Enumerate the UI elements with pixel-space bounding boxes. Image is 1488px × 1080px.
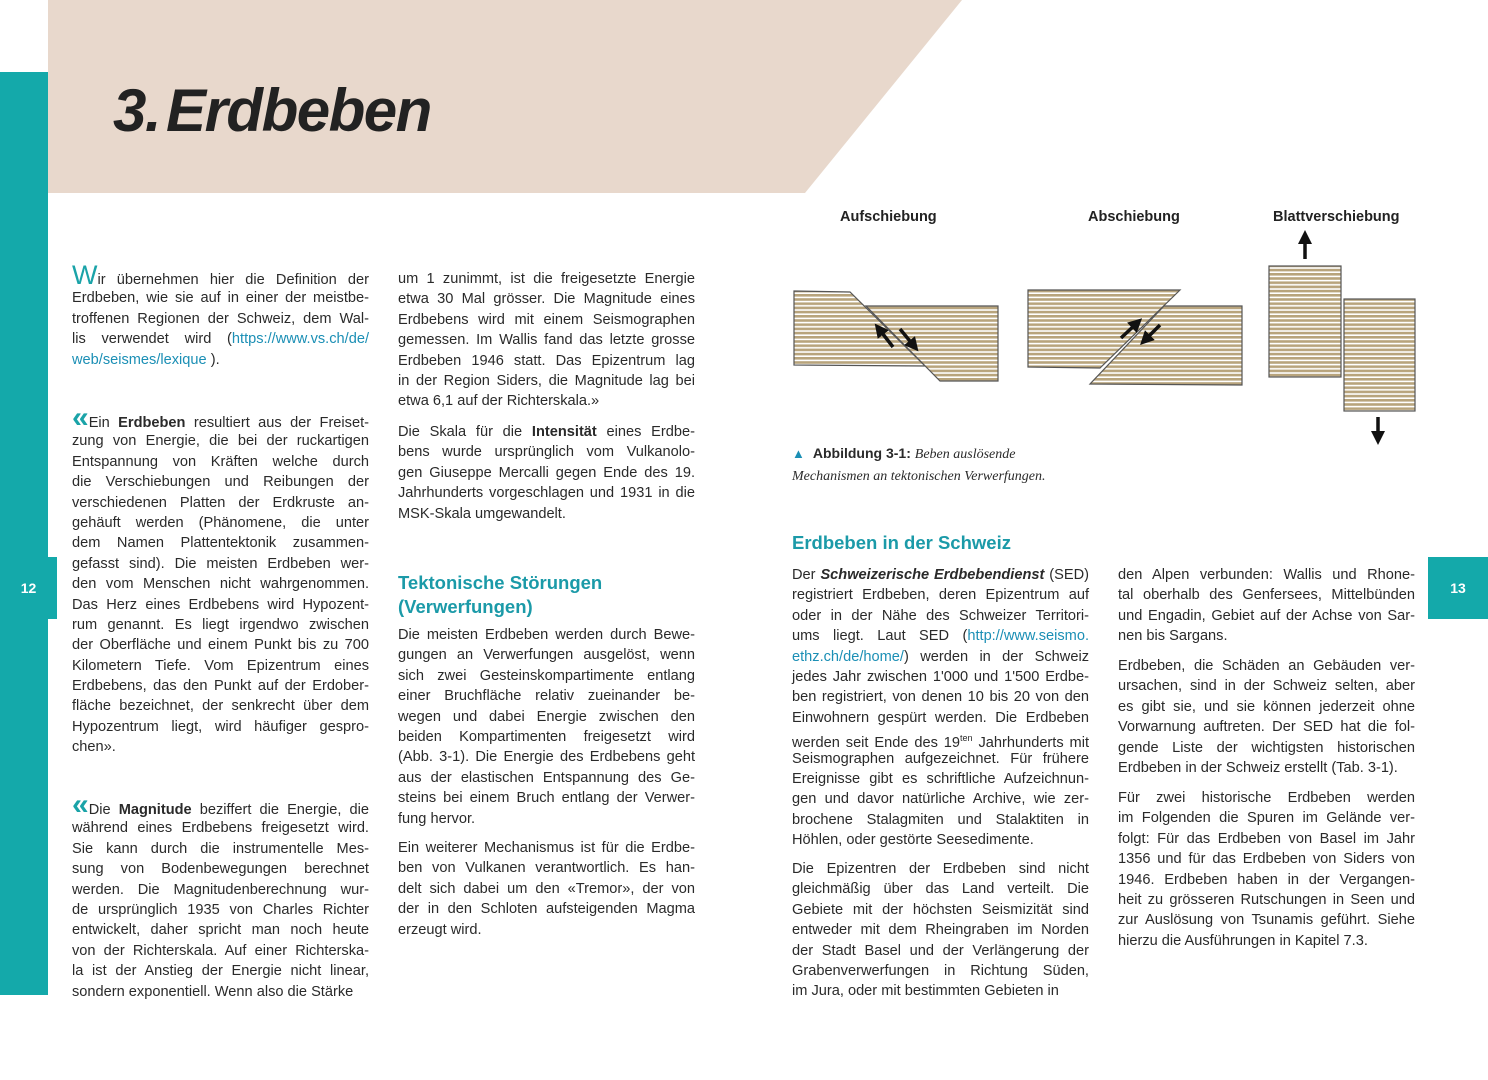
paragraph: [1118, 565, 1415, 647]
text-segment: Die: [88, 802, 119, 818]
text-line: erzeugt wird.: [398, 921, 482, 938]
drop-cap: W: [72, 260, 98, 290]
text-line: in der Region Siders, die Magnitude lag bei: [398, 372, 695, 389]
text-segment: werden seit Ende des 19: [792, 735, 961, 752]
text-segment: ir übernehmen hier die Definition der: [97, 272, 369, 288]
paragraph: [1118, 656, 1415, 778]
text-segment: Die Skala für die: [398, 424, 532, 440]
text-line: die Verschiebungen und Reibungen der: [72, 474, 369, 491]
fault-mechanisms-figure: [0, 0, 1488, 460]
text-line: Höhlen, oder gestörte Seesedimente.: [792, 832, 1034, 849]
text-line: gleichmäßig über das Land verteilt. Die: [792, 881, 1089, 898]
text-line: Vorwarnung auftreten. Der SED hat die fol-: [1118, 719, 1415, 736]
section-heading-tectonic: [398, 571, 602, 619]
text-line: fung hervor.: [398, 810, 476, 827]
text-segment: Jahrhunderts mit: [972, 735, 1090, 752]
text-line: MSK-Skala umgewandelt.: [398, 505, 566, 522]
heading-line: (Verwerfungen): [398, 596, 533, 617]
text-line: oder in der Nähe des Schweizer Territori-: [792, 607, 1089, 624]
triangle-icon: ▲: [792, 446, 805, 461]
quote-mark-icon: «: [72, 788, 86, 821]
section-heading-switzerland: Erdbeben in der Schweiz: [792, 532, 1011, 553]
text-line: es gibt sie, und sie können jederzeit ohne: [1118, 698, 1415, 715]
text-line: gehäuft werden (Phänomene, die unter: [72, 514, 369, 531]
chapter-title-text: Erdbeben: [166, 77, 431, 144]
link[interactable]: https://www.vs.ch/de/: [231, 331, 369, 348]
text-line: chen».: [72, 739, 116, 756]
text-line: (Abb. 3-1). Die Energie des Erdbebens geht: [398, 749, 695, 766]
heading-line: Tektonische Störungen: [398, 572, 603, 593]
text-line: gungen an Verwerfungen ausgelöst, wenn: [398, 647, 695, 664]
link[interactable]: http://www.seismo.: [967, 628, 1089, 645]
text-line: im Jura, oder mit bestimmten Gebieten in: [792, 983, 1059, 1000]
text-line: [792, 728, 1090, 752]
text-line: tal oberhalb des Genfersees, Mittelbünden: [1118, 587, 1415, 604]
text-line: Erdbeben 1946 statt. Das Epizentrum lag: [398, 352, 695, 369]
strike-slip-block-right: [1344, 299, 1415, 411]
caption-text: Beben auslösende: [914, 447, 1016, 462]
paragraph: [1118, 788, 1415, 951]
text-line: im Folgenden die Spuren im Gelände ver-: [1118, 810, 1415, 827]
text-line: delt sich dabei um den «Tremor», der von: [398, 880, 695, 897]
text-line: während eines Erdbebens freigesetzt wird.: [72, 820, 369, 837]
strike-slip-block-left: [1269, 266, 1341, 377]
bold-term: Intensität: [531, 424, 597, 440]
text-line: Ereignisse gibt es schriftliche Aufzeichnun-: [792, 770, 1089, 787]
figure-label-abschiebung: Abschiebung: [1088, 209, 1180, 225]
text-line: 1946. Erdbeben haben in der Vergangen-: [1118, 871, 1415, 888]
text-line: von der Richterskala. Auf einer Richterska-: [72, 942, 369, 959]
text-line: 1356 und für das Erdbeben von Siders von: [1118, 851, 1415, 868]
text-line: entweder mit dem Rheingraben im Norden: [792, 922, 1089, 939]
text-line: zur Auslösung von Tsunamis geführt. Siehe: [1118, 912, 1415, 929]
text-line: fläche bezeichnet, der senkrecht über dem: [72, 698, 369, 715]
superscript: ten: [960, 733, 973, 744]
text-line: Grabenverwerfungen in Richtung Süden,: [792, 962, 1089, 979]
text-line: rum genannt. Es liegt irgendwo zwischen: [72, 616, 369, 633]
text-line: Erdbebens, das den Punkt auf der Erdober-: [72, 678, 369, 695]
link[interactable]: web/seismes/lexique: [72, 351, 207, 368]
text-line: Erdbeben in der Schweiz erstellt (Tab. 3-1).: [1118, 759, 1398, 776]
text-line: troffenen Regionen der Schweiz, dem Wal-: [72, 310, 369, 327]
text-line: Gebiete mit der höchsten Seismizität sind: [792, 901, 1089, 918]
text-line: Sie kann durch die instrumentelle Mes-: [72, 840, 369, 857]
text-line: etwa 6,1 auf der Richterskala.»: [398, 393, 600, 410]
text-line: entwickelt, daher spricht man noch heute: [72, 922, 369, 939]
quote-mark-icon: «: [72, 401, 86, 434]
paragraph: [398, 838, 695, 940]
text-line: brochene Stalagmiten und Stalaktiten in: [792, 811, 1089, 828]
text-line: beiden Kompartimenten freigesetzt wird: [398, 728, 695, 745]
text-line: sich zwei Gesteinskompartimente entlang: [398, 667, 695, 684]
page-number-right: 13: [1428, 557, 1488, 619]
text-line: der Oberfläche und einem Punkt bis zu 700: [72, 637, 369, 654]
text-line: Für zwei historische Erdbeben werden: [1118, 790, 1415, 806]
text-line: den Alpen verbunden: Wallis und Rhone-: [1118, 567, 1415, 583]
text-line: [792, 565, 1089, 585]
text-line: gen Giuseppe Mercalli gegen Ende des 19.: [398, 464, 695, 481]
bold-term: Erdbeben: [118, 415, 186, 431]
text-line: bens wurde ursprünglich vom Vulkanolo-: [398, 444, 695, 461]
text-line: der in den Schloten aufsteigenden Magma: [398, 901, 695, 918]
text-line: [72, 788, 369, 821]
text-segment: ums liegt. Laut SED (: [792, 628, 968, 645]
text-line: den vom Menschen nicht wahrgenommen.: [72, 576, 369, 593]
paragraph: [792, 565, 1089, 850]
text-line: gende Liste der wichtigsten historischen: [1118, 739, 1415, 756]
earthquake-definition-quote: [72, 401, 369, 758]
text-line: nen bis Sargans.: [1118, 628, 1228, 645]
text-line: sondern exponentiell. Wenn also die Stärke: [72, 983, 354, 1000]
text-line: um 1 zunimmt, ist die freigesetzte Energie: [398, 271, 695, 287]
text-line: der Stadt Basel und der Verlängerung der: [792, 942, 1089, 959]
text-line: verschiedenen Platten der Erdkruste an-: [72, 494, 369, 511]
figure-label-blattverschiebung: Blattverschiebung: [1273, 209, 1400, 225]
text-segment: (SED): [1044, 567, 1089, 583]
text-line: de ursprünglich 1935 von Charles Richter: [72, 901, 369, 918]
text-segment: lis verwendet wird (: [72, 331, 232, 348]
text-line: Die meisten Erdbeben werden durch Bewe-: [398, 627, 695, 643]
text-line: folgt: Für das Erdbeben von Basel im Jahr: [1118, 830, 1415, 847]
text-line: Die Epizentren der Erdbeben sind nicht: [792, 861, 1089, 877]
caption-text: Mechanismen an tektonischen Verwerfungen.: [792, 469, 1046, 484]
text-line: Erdbeben, die Schäden an Gebäuden ver-: [1118, 658, 1415, 674]
text-line: gen und davor natürliche Archive, wie zer-: [792, 791, 1089, 808]
chapter-number: 3.: [113, 77, 161, 144]
text-segment: Ein: [88, 415, 119, 431]
text-line: registriert Erdbeben, deren Epizentrum auf: [792, 587, 1089, 604]
text-line: ben registriert, von denen 10 bis 20 von den: [792, 689, 1089, 706]
text-segment: eines Erdbe-: [596, 424, 695, 440]
text-line: gemessen. Im Wallis fand das letzte grosse: [398, 332, 695, 349]
text-line: heit zu grösseren Rutschungen in Seen und: [1118, 891, 1415, 908]
paragraph: [398, 625, 695, 829]
paragraph: [792, 859, 1089, 1002]
text-line: steins bei einem Bruch entlang der Verwer-: [398, 790, 695, 807]
magnitude-quote: [72, 788, 369, 1002]
text-line: ben von Vulkanen verantwortlich. Es han-: [398, 860, 695, 877]
text-line: [792, 647, 1089, 667]
text-line: jedes Jahr zwischen 1'000 und 1'500 Erdbe-: [792, 668, 1089, 685]
text-line: etwa 30 Mal grösser. Die Magnitude eines: [398, 291, 695, 308]
text-segment: ).: [206, 351, 220, 368]
text-line: [792, 626, 1089, 646]
text-line: gefasst sind). Die meisten Erdbeben wer-: [72, 555, 369, 572]
text-line: werden. Die Magnitudenberechnung wur-: [72, 881, 369, 898]
bold-term: Magnitude: [118, 802, 192, 818]
figure-caption: [792, 443, 1092, 487]
text-line: aus der elastischen Entspannung des Ge-: [398, 769, 695, 786]
text-line: la ist der Anstieg der Energie nicht linear,: [72, 963, 369, 980]
text-line: Das Herz eines Erdbebens wird Hypozent-: [72, 596, 369, 613]
figure-label-aufschiebung: Aufschiebung: [840, 209, 937, 225]
text-line: Jahrhunderts vorgeschlagen und 1931 in die: [398, 485, 695, 502]
caption-label: Abbildung 3-1:: [812, 445, 911, 461]
text-segment: resultiert aus der Freiset-: [185, 415, 369, 431]
text-line: Ein weiterer Mechanismus ist für die Erdbe-: [398, 840, 695, 856]
text-line: wegen und dabei Energie zwischen den: [398, 708, 695, 725]
text-line: hierzu die Ausführungen in Kapitel 7.3.: [1118, 932, 1368, 949]
link[interactable]: ethz.ch/de/home/: [792, 648, 904, 665]
text-line: zung von Energie, die bei der ruckartigen: [72, 433, 369, 450]
text-line: einer Bruchfläche relativ zueinander be-: [398, 688, 695, 705]
text-line: Erdbeben, wie sie auf in einer der meistbe-: [72, 290, 369, 307]
text-line: und Engadin, Gebiet auf der Achse von Sar-: [1118, 607, 1415, 624]
text-segment: Der: [792, 567, 821, 583]
page-number-left: 12: [0, 557, 57, 619]
text-line: Erdbebens wird mit einem Seismographen: [398, 311, 695, 328]
text-line: ursachen, sind in der Schweiz selten, aber: [1118, 678, 1415, 695]
text-segment: beziffert die Energie, die: [191, 802, 369, 818]
text-segment: ) werden in der Schweiz: [903, 648, 1089, 665]
text-line: Seismographen aufgezeichnet. Für frühere: [792, 750, 1089, 767]
text-line: Hypozentrum liegt, wird häufiger gespro-: [72, 718, 369, 735]
text-line: sung von Bodenbewegungen berechnet: [72, 861, 369, 878]
bold-italic-term: Schweizerische Erdbebendienst: [820, 567, 1045, 583]
text-line: Kilometern Tiefe. Vom Epizentrum eines: [72, 657, 369, 674]
text-line: Entspannung von Kräften welche durch: [72, 453, 369, 470]
text-line: dem Namen Plattentektonik zusammen-: [72, 535, 369, 552]
text-line: Einwohnern gespürt werden. Die Erdbeben: [792, 709, 1089, 726]
